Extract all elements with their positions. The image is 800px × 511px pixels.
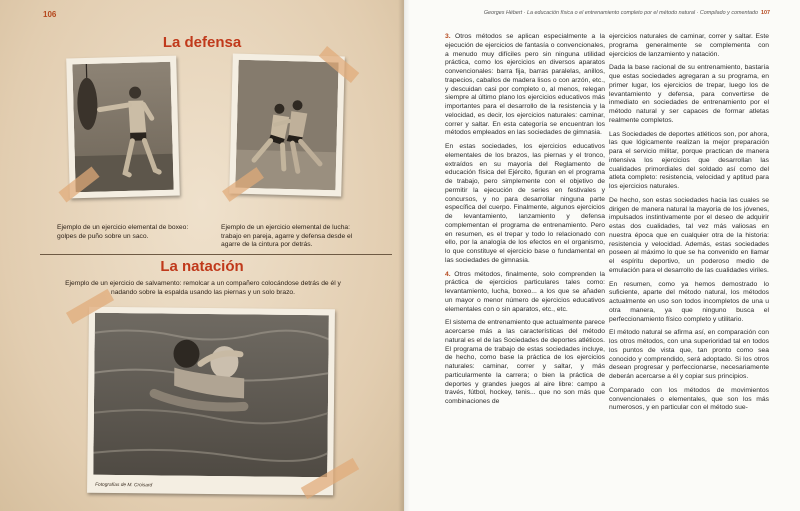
caption-boxing: Ejemplo de un ejercicio elemental de boxeo: golpes de puño sobre un saco. xyxy=(57,224,189,240)
paragraph xyxy=(609,64,769,125)
paragraph xyxy=(445,319,605,407)
divider xyxy=(40,254,392,255)
paragraph-text: Las Sociedades de deportes atléticos son, por ahora, las que lógicamente realizan la mejor preparación para el servicio militar, porque practican de manera intensiva los ejercicios que desarrollan las cualidades primordiales del soldado así como del atleta completo: resistencia, velocidad y aptitud para los ejercicios naturales. xyxy=(609,130,769,190)
paragraph xyxy=(609,197,769,276)
swimming-photo-image xyxy=(93,313,329,477)
paragraph xyxy=(609,387,769,413)
paragraph-number: 4. xyxy=(445,270,455,278)
text-column-1 xyxy=(445,33,605,412)
page-number-left: 106 xyxy=(43,10,57,19)
paragraph xyxy=(609,329,769,382)
running-head xyxy=(484,10,770,16)
book-gutter xyxy=(398,0,410,511)
paragraph-number: 3. xyxy=(445,33,456,40)
paragraph-text: En estas sociedades, los ejercicios educativos elementales de los brazos, las piernas y el tronco, extraídos en su mayoría del Reglamento de educación física del Ejército, figuran en el programa de trabajo, pero simplemente con el objetivo de permitir la ejecución de series en festivales y concursos, y no para desarrollar ninguna parte específica del cuerpo. Finalmente, algunos ejercicios de levantamiento, lanzamiento y defensa complementan el programa de entrenamiento. Pero en resumen, es el trepar y todo lo relacionado con ello, por la analogía de los efectos en el organismo, lo que constituye el ejercicio base o fundamental en las sociedades de gimnasia. xyxy=(445,143,605,264)
text-column-2 xyxy=(609,33,769,418)
paragraph xyxy=(445,271,605,315)
paragraph-text: Dada la base racional de su entrenamiento, bastaría que estas sociedades agregaran a su programa, en primer lugar, los ejercicios de trepar, luego los de levantamiento y defensa, para convertirse de inmediato en sociedades de entrenamiento por el método natural y ser capaces de formar atletas realmente completos. xyxy=(609,64,769,124)
paragraph xyxy=(609,33,769,59)
page-number-right: 107 xyxy=(761,10,770,16)
paragraph-text: El método natural se afirma así, en comparación con los otros métodos, con una superioridad tal en todos los puntos de vista que, tan pronto como sea conocido y comprendido, será adoptado. Si los otros desean progresar y perfeccionarse, necesariamente deberán acercarse a él y copiar sus principios. xyxy=(609,329,769,380)
caption-wrestling: Ejemplo de un ejercicio elemental de lucha: trabajo en pareja, agarre y defensa desde el agarre de la cintura por detrás. xyxy=(221,224,353,249)
paragraph-text: Otros métodos se aplican especialmente a la ejecución de ejercicios de fantasía o convencionales, a menudo muy difíciles pero sin ninguna utilidad práctica, como los ejercicios en diversos aparatos convencionales: barra fija, barras paralelas, anillos, trapecios, caballos de madera lisos o con arzón, etc., y descuidan casi por completo o, al menos, relegan siempre al último plano los ejercicios educativos más importantes para el desarrollo de la resistencia y la velocidad, es decir, los ejercicios naturales: caminar, correr y saltar. En esta categoría se encuentran los métodos empleados en las sociedades de gimnasia. xyxy=(445,33,605,137)
right-page xyxy=(404,0,800,511)
paragraph xyxy=(445,33,605,138)
paragraph-text: En resumen, como ya hemos demostrado lo suficiente, aparte del método natural, los métodos actualmente en uso son todos incompletos de una u otra manera, ya que ninguno busca el perfeccionamiento físico completo y utilitario. xyxy=(609,280,769,323)
paragraph xyxy=(609,281,769,325)
paragraph-text: Otros métodos, finalmente, solo comprenden la práctica de ejercicios particulares tales como: levantamiento, lucha, boxeo... a los que se añaden un mayor o menor número de ejercicios educativos elementales con o sin aparatos, etc., etc. xyxy=(445,270,605,313)
paragraph xyxy=(445,143,605,266)
swimming-photo xyxy=(87,307,335,496)
photo-credit: Fotografías de M. Croisard xyxy=(95,482,153,489)
caption-swimming: Ejemplo de un ejercicio de salvamento: remolcar a un compañero colocándose detrás de él y nadando sobre la espalda usando las piernas y un solo brazo. xyxy=(65,280,341,296)
section-title-defense: La defensa xyxy=(162,34,242,51)
section-title-swimming: La natación xyxy=(160,258,244,275)
running-head-text: Georges Hébert · La educación física o el entrenamiento completo por el método natural · Compilado y comentado xyxy=(483,10,758,16)
paragraph-text: Comparado con los métodos de movimientos convencionales o elementales, que son los más numerosos, y en particular con el método sue- xyxy=(609,386,769,412)
paragraph-text: ejercicios naturales de caminar, correr y saltar. Este programa generalmente se complementa con ejercicios de lanzamiento y natación. xyxy=(609,33,769,58)
paragraph xyxy=(609,131,769,192)
paragraph-text: De hecho, son estas sociedades hacia las cuales se dirigen de manera natural la mayoría de los jóvenes, impulsados instintivamente por el deseo de adquirir estas dos cualidades, tal vez más valiosas en nuestra época que en cualquier otra de la historia: resistencia y velocidad. Además, estas sociedades poseen al máximo lo que se ha convenido en llamar el espíritu deportivo, un poderoso medio de emulación para el desarrollo de las cualidades viriles. xyxy=(609,196,769,274)
paragraph-text: El sistema de entrenamiento que actualmente parece acercarse más a las características del método natural es el de las Sociedades de deportes atléticos. El programa de trabajo de estas sociedades incluye, de hecho, como base la práctica de los ejercicios naturales: caminar, correr y saltar, y más particularmente la carrera; o bien la práctica de deportes y grandes juegos al aire libre: campo a través, fútbol, hockey, tenis... que no son más que combinaciones de xyxy=(445,319,605,405)
